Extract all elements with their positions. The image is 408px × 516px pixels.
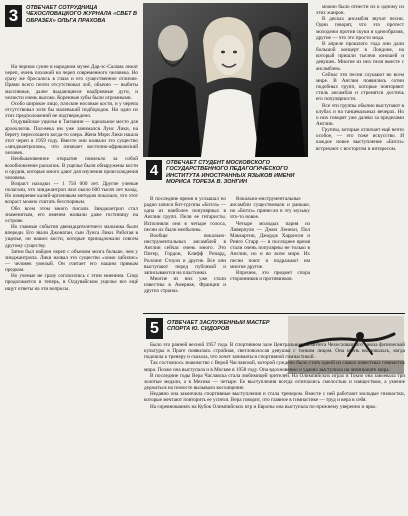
paragraph: Вокально-инструментальные ансамбли существовали и раньше, но «Битлз» принесли в эту музыку что-то новое. [230, 196, 310, 221]
paragraph: Обо всем этом много писали. Зинджантроп стал знаменитым, его именем назвали даже гостиницу на острове. [5, 205, 138, 224]
paragraph: Но ученые не сразу согласились с этим мнением. Спор продолжается и теперь, в Олдувайском ущелье все ещё ищут ответы на эти вопросы. [5, 273, 138, 292]
section-4-headline: ОТВЕЧАЕТ СТУДЕНТ МОСКОВСКОГО ГОСУДАРСТВЕННОГО ПЕДАГОГИЧЕСКОГО ИНСТИТУТА ИНОСТРАННЫХ ЯЗЫКОВ ИМЕНИ МОРИСА ТОРЕЗА В. ЗОНГИН [166, 160, 295, 186]
paragraph: В последние время я услышал по радио записи бит-группы «Битлз» — одна из наиболее популярных в Англии групп. Пели ее гитаристы. Исполняли они в четыре голоса, песни их были необычны. [144, 196, 226, 233]
paragraph: В апреле прошлого года они дали большой концерт в Лондоне, на который пришли тысячи юношей и девушек. Многие из них пели вместе с ансамблем. [316, 40, 404, 72]
paragraph: можно было отнести их к одному из этих жанров. [316, 4, 404, 17]
section-4-text-left [144, 196, 226, 310]
section-3-number: 3 [5, 5, 22, 27]
paragraph: Недавно она закончила спортивные выступления и стала тренером. Вместе с ней работают молодые гимнастки, которые мечтают повторить ее успехи. Вера говорит, что главное в гимнастике — труд и вера в себя. [144, 391, 405, 404]
paragraph: Необыкновенное открытие повлекло за собой возобновление раскопок. В ущелье были обнаружены кости и орудия, которые много дают для изучения происхождения человека. [5, 156, 138, 181]
singers-photo [143, 3, 308, 157]
section-3-text [5, 64, 138, 510]
section-4-number: 4 [146, 160, 162, 180]
section-5-text [144, 342, 405, 510]
paragraph: Многие из них уже стали известны в Америке, Франции и других странах. [144, 276, 226, 295]
paragraph: Так состоялось знакомство с Верой Чаславской, которой суждено было стать одной из самых известных гимнасток мира. Позже она выступала и в Москве в 1958 году. Она вдохновенно и удачно выступила на чемпионате мира. [144, 360, 405, 373]
paragraph: В последние годы Вера Чаславска стала любимицей зрителей. На Олимпийских играх в Токио она завоевала три золотые медали, а в Мехико — четыре. Ее выступления всегда отличались смелостью и изяществом, а умение держаться на помосте вызывало восхищение. [144, 372, 405, 392]
paragraph: Затем был найден череп с объемом мозга больше, чем у зинджантропа. Лики назвал это существо «хомо хабилис» — человек умелый. Он считает его нашим прямым предком. [5, 248, 138, 274]
section-3-headline: ОТВЕЧАЕТ СОТРУДНИЦА ЧЕХОСЛОВАЦКОГО ЖУРНАЛА «СВЕТ В ОБРАЗЕХ» ОЛЬГА ПРАХОВА [26, 5, 138, 24]
singers-photo-image [143, 3, 308, 157]
paragraph: Все эти группы обычно выступают в клубах и на танцевальных вечерах. Но о них говорят уже далеко за пределами Англии. [316, 102, 404, 127]
paragraph: Но главные события двенадцатилетнего мальчика были впереди. Его звали Джонатан, сын Луиса Лики. Работая в ущелье, он нашел кости, которые принадлежали совсем другому существу. [5, 224, 138, 249]
paragraph: В дисках ансамбля звучат песни. Одни говорят, что это протест молодежи против скуки и однообразия, другие — что это просто мода. [316, 16, 404, 41]
paragraph: Сейчас эти песни слушают во всем мире. В Англии появились сотни подобных групп, которые повторяют стиль ансамбля и стремятся достичь его популярности. [316, 71, 404, 103]
paragraph: Олдувайское ущелье в Танзании — идеальное место для археологов. Пол-века им уже занимался Луис Лики, на берегу пересохшего когда-то озера. Жена Мэри Лики нашла этот череп в 1959 году. Вместе они назвали это существо «зинджантропом», что означает восточно-африканский человек. [5, 119, 138, 157]
section-4-text-right [230, 196, 310, 310]
paragraph: Четыре молодых парня из Ливерпуля — Джон Леннон, Пол Маккартни, Джордж Харрисон и Ринго Старр — в последнее время стали очень популярны не только в Англии, но и во всем мире. Их песни поют и подражают им многие другие. [230, 220, 310, 270]
paragraph: Было это ранней весной 1957 года. В спортивном зале Центрального комитета Чехословацкого союза физической культуры в Праге появилась стройная, светловолосая девушка с тонким лицом. Она очень волновалась, когда подошла к тренеру и сказала, что хочет заниматься спортивной гимнастикой. [144, 342, 405, 361]
right-column-text [316, 4, 404, 310]
paragraph: Впрочем, это предмет спора сторонников и противников. [230, 269, 310, 283]
paragraph: Возраст находки — 1 750 000 лет. Другие ученые полагали, что зинджантроп жил около 600 тысяч лет назад. Но измерение калий-аргоновым методом показало, что этот возраст можно считать бесспорным. [5, 180, 138, 206]
section-5-divider [143, 313, 405, 314]
paragraph: Особо широкое лицо, плоские носовые кости, и у черепа отсутствовал хотя бы маленький подбородок. Ни одно из этих предположений не подтверждено. [5, 100, 138, 120]
section-5-number: 5 [146, 318, 163, 339]
section-5-headline: ОТВЕЧАЕТ ЗАСЛУЖЕННЫЙ МАСТЕР СПОРТА Ю. СИДОРОВ [167, 320, 270, 333]
paragraph: На черном сукне в народном музее Дар-эс-Салама лежат череп, очень похожий на череп современного человека. Но сразу же бросалось в глаза и его существенное отличие. Прямо всего почти отсутствовал лоб, обычно — выбиты массивные, далее выдающиеся надбровные дуги, и челюсти очень высоко. Коренные зубы были огромными. [5, 64, 138, 101]
paragraph: Вообще вокально-инструментальных ансамблей в Англии сейчас очень много. Это Питер, Гордон, Клифф Ричард, Роллинг Стоунз и другие. Все они выступают перед публикой и записываются на пластинки. [144, 232, 226, 276]
paragraph: Группы, которые отличает ещё нечто особое, — это тоже искусство. И каждое новое выступление «Битлз» встречают с восторгом и интересом. [316, 127, 404, 152]
paragraph: На соревнованиях на Кубок Олимпийских игр и Европы она выступала по-прежнему уверенно и ярко. [150, 403, 377, 410]
